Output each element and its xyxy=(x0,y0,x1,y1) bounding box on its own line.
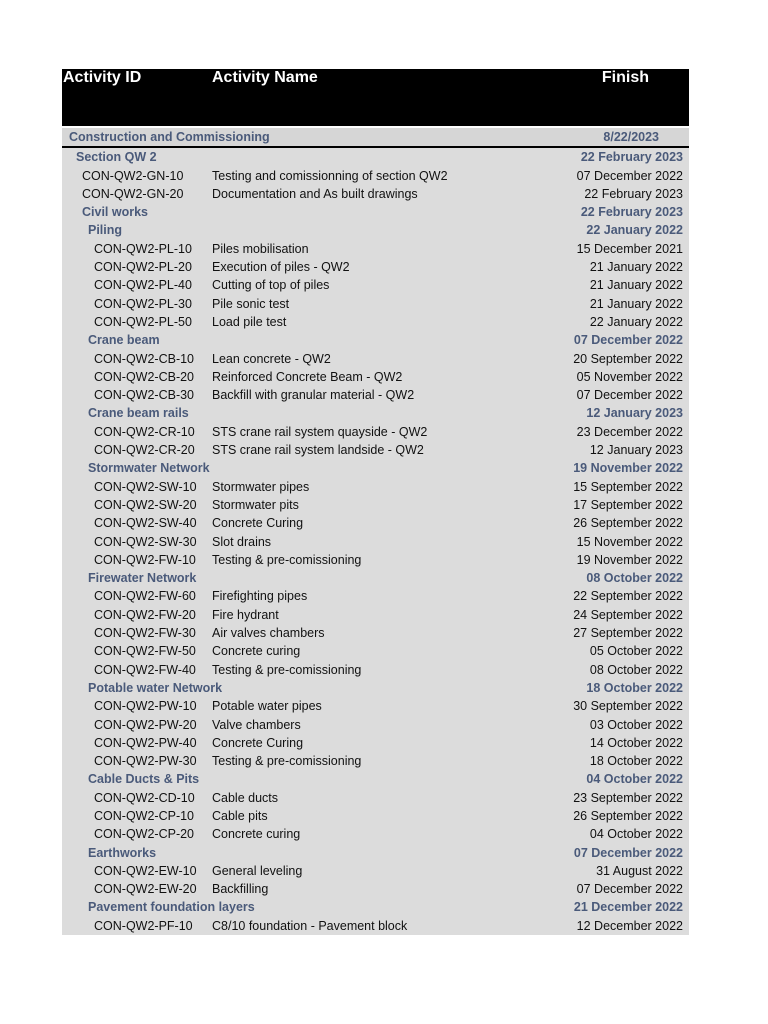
activity-name-cell: Concrete Curing xyxy=(212,516,304,531)
table-row[interactable] xyxy=(62,295,689,313)
activity-id-cell: CON-QW2-GN-20 xyxy=(82,186,184,201)
activity-id-cell: CON-QW2-SW-10 xyxy=(94,479,197,494)
activity-id-cell: CON-QW2-FW-20 xyxy=(94,607,196,622)
table-row[interactable] xyxy=(62,807,689,825)
table-row[interactable] xyxy=(62,441,689,459)
table-row[interactable] xyxy=(62,313,689,331)
wbs-summary-row[interactable] xyxy=(62,404,689,422)
finish-date-cell: 07 December 2022 xyxy=(573,845,683,860)
table-row[interactable] xyxy=(62,642,689,660)
finish-date-cell: 22 January 2022 xyxy=(589,314,683,329)
activity-name-cell: Air valves chambers xyxy=(212,626,325,641)
activity-name-cell: Fire hydrant xyxy=(212,607,279,622)
activity-id-cell: CON-QW2-PL-10 xyxy=(94,241,192,256)
table-row[interactable] xyxy=(62,551,689,569)
activity-id-cell: CON-QW2-CR-20 xyxy=(94,443,195,458)
finish-date-cell: 23 December 2022 xyxy=(576,424,683,439)
activity-id-cell: CON-QW2-FW-50 xyxy=(94,644,196,659)
wbs-summary-row[interactable] xyxy=(62,844,689,862)
finish-date-cell: 19 November 2022 xyxy=(573,461,683,476)
activity-id-cell: CON-QW2-PW-20 xyxy=(94,717,197,732)
table-row[interactable] xyxy=(62,167,689,185)
table-row[interactable] xyxy=(62,661,689,679)
activity-name-cell: Execution of piles - QW2 xyxy=(212,260,350,275)
wbs-name-cell: Crane beam rails xyxy=(88,406,189,421)
finish-date-cell: 17 September 2022 xyxy=(573,497,683,512)
activity-id-cell: CON-QW2-EW-10 xyxy=(94,863,197,878)
finish-date-cell: 03 October 2022 xyxy=(589,717,683,732)
table-row[interactable] xyxy=(62,697,689,715)
finish-date-cell: 26 September 2022 xyxy=(573,516,683,531)
activity-name-cell: Testing & pre-comissioning xyxy=(212,552,362,567)
finish-date-cell: 30 September 2022 xyxy=(573,699,683,714)
table-row[interactable] xyxy=(62,423,689,441)
table-row[interactable] xyxy=(62,752,689,770)
finish-date-cell: 05 November 2022 xyxy=(576,369,683,384)
table-row[interactable] xyxy=(62,880,689,898)
wbs-name-cell: Cable Ducts & Pits xyxy=(88,772,200,787)
wbs-name-cell: Section QW 2 xyxy=(76,150,157,165)
activity-name-cell: Firefighting pipes xyxy=(212,589,308,604)
finish-date-cell: 19 November 2022 xyxy=(576,552,683,567)
finish-date-cell: 12 January 2023 xyxy=(586,406,683,421)
finish-date-cell: 05 October 2022 xyxy=(589,644,683,659)
activity-name-cell: Concrete Curing xyxy=(212,735,304,750)
table-row[interactable] xyxy=(62,240,689,258)
table-row[interactable] xyxy=(62,789,689,807)
table-row[interactable] xyxy=(62,386,689,404)
activity-name-cell: Pile sonic test xyxy=(212,296,290,311)
finish-date-cell: 21 January 2022 xyxy=(589,278,683,293)
table-row[interactable] xyxy=(62,825,689,843)
table-row[interactable] xyxy=(62,587,689,605)
activity-id-cell: CON-QW2-PW-10 xyxy=(94,699,197,714)
finish-date-cell: 31 August 2022 xyxy=(596,863,683,878)
wbs-name-cell: Potable water Network xyxy=(88,680,223,695)
activity-name-cell: Concrete curing xyxy=(212,644,301,659)
activity-name-cell: Potable water pipes xyxy=(212,699,322,714)
wbs-name-cell: Piling xyxy=(88,223,123,238)
activity-name-cell: Documentation and As built drawings xyxy=(212,186,418,201)
finish-date-cell: 08 October 2022 xyxy=(586,571,683,586)
finish-date-cell: 27 September 2022 xyxy=(573,626,683,641)
table-row[interactable] xyxy=(62,276,689,294)
activity-id-cell: CON-QW2-CD-10 xyxy=(94,790,195,805)
activity-id-cell: CON-QW2-PL-50 xyxy=(94,314,192,329)
activity-name-cell: Reinforced Concrete Beam - QW2 xyxy=(212,369,403,384)
activity-id-cell: CON-QW2-CB-10 xyxy=(94,351,195,366)
activity-id-cell: CON-QW2-FW-30 xyxy=(94,626,196,641)
table-row[interactable] xyxy=(62,917,689,935)
wbs-name-cell: Construction and Commissioning xyxy=(69,130,270,144)
wbs-summary-row[interactable] xyxy=(62,770,689,788)
finish-date-cell: 22 January 2022 xyxy=(586,223,683,238)
activity-id-cell: CON-QW2-FW-40 xyxy=(94,662,196,677)
wbs-name-cell: Crane beam xyxy=(88,333,160,348)
activity-name-cell: Valve chambers xyxy=(212,717,301,732)
schedule-sheet xyxy=(62,69,689,935)
finish-date-cell: 04 October 2022 xyxy=(589,827,683,842)
activity-id-cell: CON-QW2-CB-30 xyxy=(94,388,195,403)
activity-name-cell: Stormwater pipes xyxy=(212,479,310,494)
finish-date-cell: 14 October 2022 xyxy=(589,735,683,750)
table-row[interactable] xyxy=(62,514,689,532)
table-row[interactable] xyxy=(62,734,689,752)
finish-date-cell: 22 February 2023 xyxy=(584,186,683,201)
wbs-name-cell: Civil works xyxy=(82,205,148,220)
table-row[interactable] xyxy=(62,478,689,496)
finish-date-cell: 26 September 2022 xyxy=(573,808,683,823)
activity-name-cell: General leveling xyxy=(212,863,303,878)
finish-date-cell: 07 December 2022 xyxy=(576,388,683,403)
wbs-summary-row[interactable] xyxy=(62,898,689,916)
wbs-name-cell: Pavement foundation layers xyxy=(88,900,255,915)
activity-id-cell: CON-QW2-FW-10 xyxy=(94,552,196,567)
column-header-finish[interactable]: Finish xyxy=(601,69,649,86)
table-row[interactable] xyxy=(62,350,689,368)
table-row[interactable] xyxy=(62,862,689,880)
wbs-summary-row[interactable] xyxy=(62,331,689,349)
finish-date-cell: 8/22/2023 xyxy=(603,130,659,144)
wbs-summary-row[interactable] xyxy=(62,148,689,166)
activity-name-cell: Load pile test xyxy=(212,314,287,329)
activity-name-cell: Cutting of top of piles xyxy=(212,278,330,293)
wbs-summary-row[interactable] xyxy=(62,569,689,587)
finish-date-cell: 12 December 2022 xyxy=(576,918,683,933)
activity-id-cell: CON-QW2-CP-20 xyxy=(94,827,195,842)
wbs-name-cell: Firewater Network xyxy=(88,571,197,586)
wbs-name-cell: Stormwater Network xyxy=(88,461,210,476)
table-row[interactable] xyxy=(62,624,689,642)
wbs-summary-row[interactable] xyxy=(62,459,689,477)
finish-date-cell: 22 February 2023 xyxy=(580,150,683,165)
activity-id-cell: CON-QW2-GN-10 xyxy=(82,168,184,183)
activity-name-cell: Piles mobilisation xyxy=(212,241,309,256)
finish-date-cell: 18 October 2022 xyxy=(589,754,683,769)
activity-id-cell: CON-QW2-CR-10 xyxy=(94,424,195,439)
finish-date-cell: 15 November 2022 xyxy=(576,534,683,549)
activity-name-cell: Testing & pre-comissioning xyxy=(212,754,362,769)
finish-date-cell: 15 December 2021 xyxy=(576,241,683,256)
activity-name-cell: Testing & pre-comissioning xyxy=(212,662,362,677)
wbs-name-cell: Earthworks xyxy=(88,845,157,860)
finish-date-cell: 07 December 2022 xyxy=(576,882,683,897)
table-row[interactable] xyxy=(62,258,689,276)
activity-name-cell: Concrete curing xyxy=(212,827,301,842)
activity-id-cell: CON-QW2-FW-60 xyxy=(94,589,196,604)
table-row[interactable] xyxy=(62,716,689,734)
activity-id-cell: CON-QW2-CP-10 xyxy=(94,808,195,823)
activity-id-cell: CON-QW2-PL-20 xyxy=(94,260,192,275)
table-row[interactable] xyxy=(62,368,689,386)
activity-id-cell: CON-QW2-EW-20 xyxy=(94,882,197,897)
finish-date-cell: 22 February 2023 xyxy=(580,205,683,220)
activity-name-cell: Stormwater pits xyxy=(212,497,299,512)
table-row[interactable] xyxy=(62,606,689,624)
activity-id-cell: CON-QW2-PL-30 xyxy=(94,296,192,311)
activity-name-cell: Testing and comissionning of section QW2 xyxy=(212,168,448,183)
finish-date-cell: 20 September 2022 xyxy=(573,351,683,366)
activity-id-cell: CON-QW2-SW-20 xyxy=(94,497,197,512)
activity-id-cell: CON-QW2-PW-40 xyxy=(94,735,197,750)
table-row[interactable] xyxy=(62,496,689,514)
activity-name-cell: Cable pits xyxy=(212,808,268,823)
wbs-summary-row[interactable] xyxy=(62,221,689,239)
column-header-activity-id[interactable]: Activity ID xyxy=(63,69,142,86)
finish-date-cell: 07 December 2022 xyxy=(576,168,683,183)
finish-date-cell: 04 October 2022 xyxy=(586,772,683,787)
activity-id-cell: CON-QW2-PW-30 xyxy=(94,754,197,769)
activity-name-cell: Cable ducts xyxy=(212,790,279,805)
wbs-summary-row[interactable] xyxy=(62,203,689,221)
activity-name-cell: C8/10 foundation - Pavement block xyxy=(212,918,408,933)
activity-name-cell: STS crane rail system landside - QW2 xyxy=(212,443,424,458)
activity-name-cell: Slot drains xyxy=(212,534,272,549)
table-row[interactable] xyxy=(62,533,689,551)
finish-date-cell: 08 October 2022 xyxy=(589,662,683,677)
finish-date-cell: 22 September 2022 xyxy=(573,589,683,604)
activity-name-cell: Backfill with granular material - QW2 xyxy=(212,388,415,403)
column-header-activity-name[interactable]: Activity Name xyxy=(212,69,318,86)
finish-date-cell: 23 September 2022 xyxy=(573,790,683,805)
finish-date-cell: 18 October 2022 xyxy=(586,680,683,695)
project-row[interactable] xyxy=(62,128,689,148)
activity-id-cell: CON-QW2-SW-30 xyxy=(94,534,197,549)
finish-date-cell: 21 January 2022 xyxy=(589,296,683,311)
finish-date-cell: 15 September 2022 xyxy=(573,479,683,494)
table-row[interactable] xyxy=(62,185,689,203)
activity-name-cell: STS crane rail system quayside - QW2 xyxy=(212,424,428,439)
activity-name-cell: Lean concrete - QW2 xyxy=(212,351,331,366)
activity-table-body xyxy=(62,128,689,935)
finish-date-cell: 07 December 2022 xyxy=(573,333,683,348)
table-header xyxy=(62,69,689,126)
finish-date-cell: 12 January 2023 xyxy=(589,443,683,458)
wbs-summary-row[interactable] xyxy=(62,679,689,697)
activity-id-cell: CON-QW2-SW-40 xyxy=(94,516,197,531)
finish-date-cell: 21 January 2022 xyxy=(589,260,683,275)
finish-date-cell: 24 September 2022 xyxy=(573,607,683,622)
activity-id-cell: CON-QW2-PL-40 xyxy=(94,278,192,293)
finish-date-cell: 21 December 2022 xyxy=(573,900,683,915)
activity-name-cell: Backfilling xyxy=(212,882,269,897)
activity-id-cell: CON-QW2-PF-10 xyxy=(94,918,193,933)
activity-id-cell: CON-QW2-CB-20 xyxy=(94,369,195,384)
